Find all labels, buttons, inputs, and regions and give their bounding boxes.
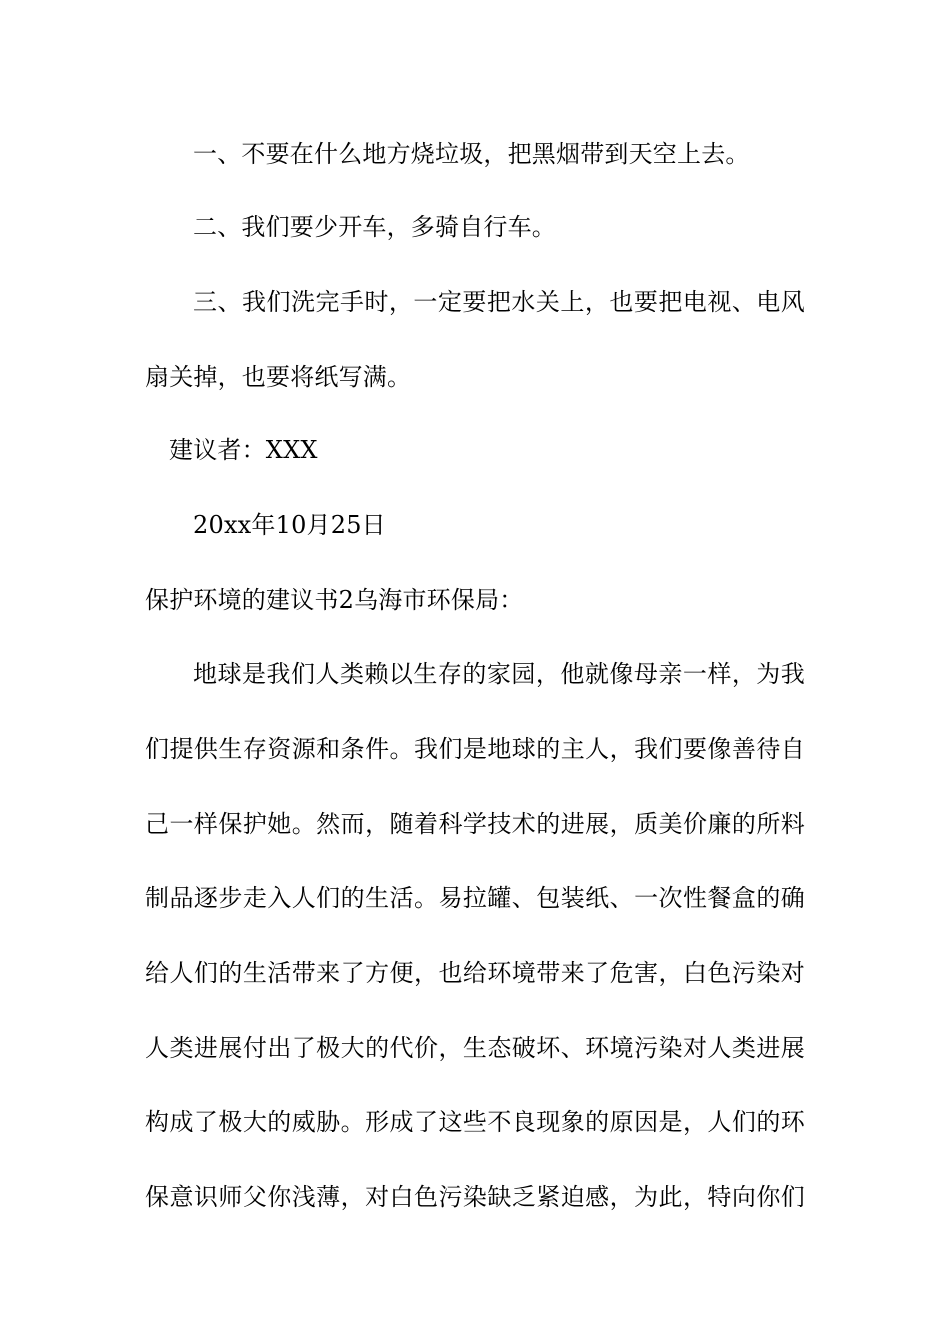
section-heading: 保护环境的建议书2乌海市环保局： [145, 586, 524, 614]
suggestion-1: 一、不要在什么地方烧垃圾，把黑烟带到天空上去。 [193, 140, 750, 168]
paragraph-line: 地球是我们人类赖以生存的家园，他就像母亲一样，为我 [193, 660, 805, 688]
paragraph-line: 制品逐步走入人们的生活。易拉罐、包装纸、一次性餐盒的确 [145, 884, 805, 912]
paragraph-line: 己一样保护她。然而，随着科学技术的进展，质美价廉的所料 [145, 810, 805, 838]
suggestion-2: 二、我们要少开车，多骑自行车。 [193, 213, 556, 241]
paragraph-line: 们提供生存资源和条件。我们是地球的主人，我们要像善待自 [145, 735, 805, 763]
signature-proposer: 建议者：XXX [169, 436, 318, 464]
paragraph-line: 给人们的生活带来了方便，也给环境带来了危害，白色污染对 [145, 959, 805, 987]
paragraph-line: 构成了极大的威胁。形成了这些不良现象的原因是，人们的环 [145, 1108, 805, 1136]
paragraph-line: 保意识师父你浅薄，对白色污染缺乏紧迫感，为此，特向你们 [145, 1183, 805, 1211]
suggestion-3-line-1: 三、我们洗完手时，一定要把水关上，也要把电视、电风 [193, 288, 805, 316]
suggestion-3-line-2: 扇关掉，也要将纸写满。 [145, 363, 412, 391]
signature-date: 20xx年10月25日 [193, 511, 386, 539]
paragraph-line: 人类进展付出了极大的代价，生态破坏、环境污染对人类进展 [145, 1034, 805, 1062]
